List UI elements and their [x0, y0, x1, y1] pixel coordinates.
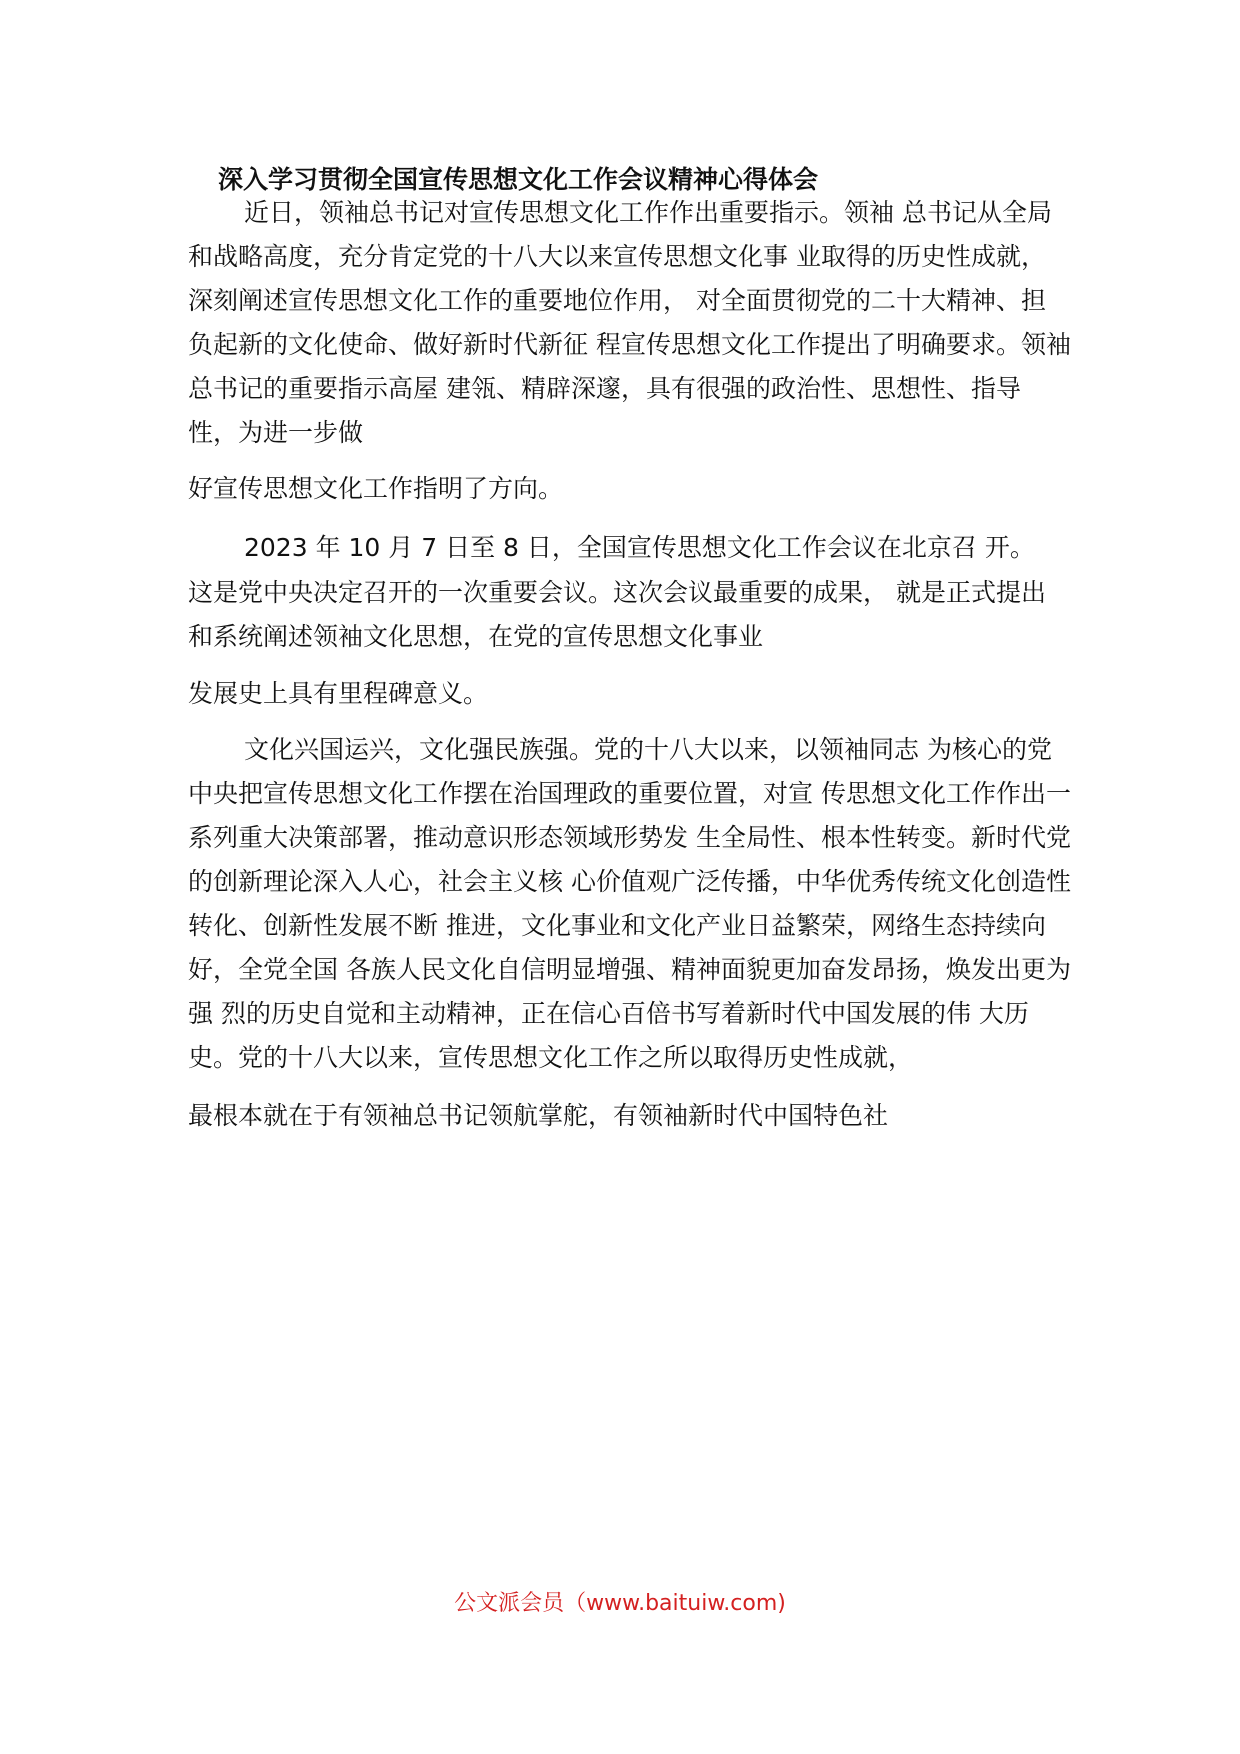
paragraph-line: 总书记的重要指示高屋 建瓴、精辟深邃，具有很强的政治性、思想性、指导: [188, 374, 1021, 403]
paragraph-line: 近日，领袖总书记对宣传思想文化工作作出重要指示。领袖 总书记从全局: [244, 198, 1052, 227]
paragraph-line: 好，全党全国 各族人民文化自信明显增强、精神面貌更加奋发昂扬，焕发出更为: [188, 955, 1071, 984]
paragraph-line: 的创新理论深入人心，社会主义核 心价值观广泛传播，中华优秀传统文化创造性: [188, 867, 1071, 896]
paragraph-line: 深刻阐述宣传思想文化工作的重要地位作用， 对全面贯彻党的二十大精神、担: [188, 286, 1046, 315]
paragraph-line: 和系统阐述领袖文化思想，在党的宣传思想文化事业: [188, 622, 764, 651]
paragraph-line: 这是党中央决定召开的一次重要会议。这次会议最重要的成果， 就是正式提出: [188, 578, 1046, 607]
paragraph-line: 2023 年 10 月 7 日至 8 日，全国宣传思想文化工作会议在北京召 开。: [244, 533, 1035, 562]
footer-watermark-link[interactable]: 公文派会员（www.baituiw.com): [454, 1591, 786, 1616]
document-title: 深入学习贯彻全国宣传思想文化工作会议精神心得体会: [218, 165, 819, 194]
paragraph-line: 最根本就在于有领袖总书记领航掌舵，有领袖新时代中国特色社: [188, 1101, 889, 1130]
paragraph-line: 性，为进一步做: [188, 418, 364, 447]
paragraph-line: 文化兴国运兴，文化强民族强。党的十八大以来，以领袖同志 为核心的党: [244, 735, 1052, 764]
paragraph-line: 中央把宣传思想文化工作摆在治国理政的重要位置，对宣 传思想文化工作作出一: [188, 779, 1071, 808]
paragraph-line: 强 烈的历史自觉和主动精神，正在信心百倍书写着新时代中国发展的伟 大历: [188, 999, 1029, 1028]
paragraph-line: 史。党的十八大以来，宣传思想文化工作之所以取得历史性成就，: [188, 1043, 914, 1072]
paragraph-line: 负起新的文化使命、做好新时代新征 程宣传思想文化工作提出了明确要求。领袖: [188, 330, 1071, 359]
paragraph-line: 和战略高度，充分肯定党的十八大以来宣传思想文化事 业取得的历史性成就，: [188, 242, 1046, 271]
paragraph-line: 转化、创新性发展不断 推进，文化事业和文化产业日益繁荣，网络生态持续向: [188, 911, 1046, 940]
paragraph-line: 发展史上具有里程碑意义。: [188, 679, 489, 708]
paragraph-line: 系列重大决策部署，推动意识形态领域形势发 生全局性、根本性转变。新时代党: [188, 823, 1071, 852]
paragraph-line: 好宣传思想文化工作指明了方向。: [188, 474, 564, 503]
